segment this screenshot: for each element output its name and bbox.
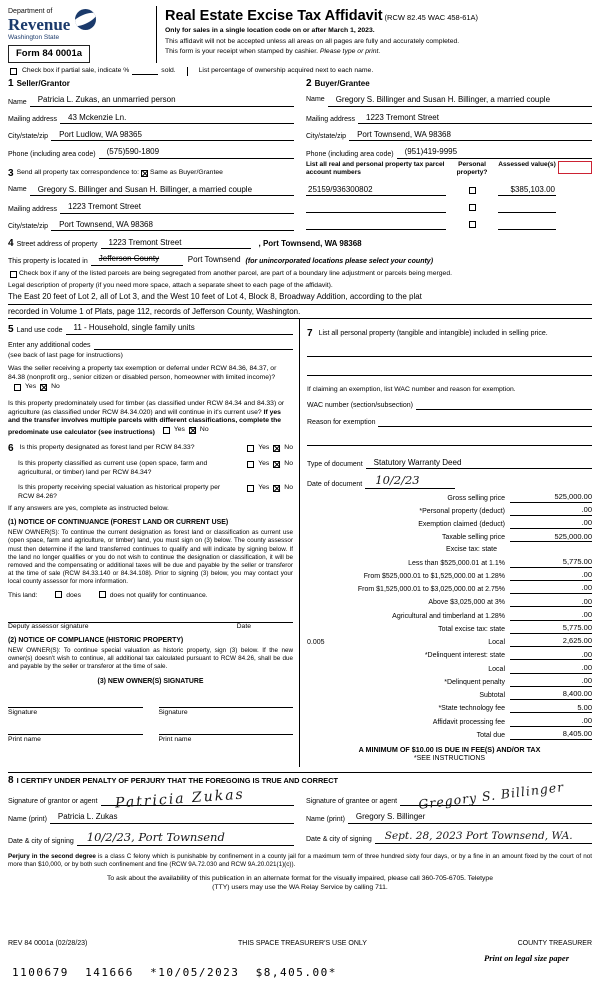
footer-row (8, 939, 592, 948)
segregated-checkbox[interactable] (10, 271, 17, 278)
current-use-yes-checkbox[interactable] (247, 461, 254, 468)
tax-row-label: *Personal property (deduct) (419, 507, 505, 515)
buyer-city-input[interactable]: Port Townsend, WA 98368 (349, 130, 592, 141)
tax-row (307, 703, 592, 714)
grantee-date-field (306, 830, 592, 845)
deputy-date-label: Date (236, 623, 251, 631)
reason-row (307, 417, 592, 427)
personal-property-checkbox[interactable] (469, 204, 476, 211)
seller-city-input[interactable]: Port Ludlow, WA 98365 (51, 130, 294, 141)
personal-property-input-line[interactable] (307, 348, 592, 357)
seller-city-label: City/state/zip (8, 133, 49, 141)
tax-row (307, 610, 592, 621)
parcel-numbers-header: List all real and personal property tax parcel account numbers (306, 160, 445, 177)
deferral-question: Was the seller receiving a property tax exemption or deferral under RCW 84.36, 84.37, or 84.38 (nonprofit org., senior citizen or disabled person, homeowner with limited income)? Yes No (8, 365, 277, 391)
personal-property-header: Personal property? (456, 160, 488, 177)
tax-row (307, 583, 592, 594)
tax-row-value[interactable]: .00 (510, 676, 592, 687)
section3-heading: 3 Send all property tax correspondence to: Same as Buyer/Grantee (8, 167, 223, 179)
tax-row-label: *Delinquent interest: state (424, 652, 505, 660)
legal-description-line1[interactable]: The East 20 feet of Lot 2, all of Lot 3, and the West 10 feet of Lot 4, Block 8, Broadway Addition, according to the plat (8, 290, 592, 304)
new-owner-printname-line[interactable] (159, 726, 294, 735)
grantee-signature-line[interactable] (400, 779, 592, 813)
tax-row-label: Taxable selling price (441, 534, 505, 542)
tax-row-value[interactable]: .00 (510, 583, 592, 594)
partial-sale-label: Check box if partial sale, indicate % (22, 66, 130, 74)
doc-type-row (307, 458, 592, 469)
correspondence-address-input[interactable]: 1223 Tremont Street (60, 202, 294, 213)
located-in-row (8, 254, 592, 265)
tax-row-label: Less than $525,000.01 at 1.1% (408, 559, 505, 567)
parcel-number-input[interactable] (306, 220, 446, 230)
right-half (306, 79, 592, 231)
new-owner-printname-row (8, 726, 293, 745)
tax-row-value[interactable]: 5,775.00 (510, 623, 592, 634)
ownership-percentage-note: List percentage of ownership acquired next to each name. (198, 66, 374, 74)
tax-row-label: Affidavit processing fee (432, 718, 505, 726)
buyer-phone-input[interactable]: (951)419-9995 (397, 147, 592, 158)
street-address-row: 4 Street address of property 1223 Tremont Street , Port Townsend, WA 98368 (8, 238, 362, 250)
street-address-label: Street address of property (16, 241, 98, 249)
deputy-assessor-labels (8, 623, 293, 632)
tax-row-rate: 0.005 (307, 639, 325, 647)
rev-form-number: REV 84 0001a (02/28/23) (8, 939, 88, 947)
accessibility-paragraph: To ask about the availability of this publication in an alternate format for the visually impaired, please call 360-705-6705. Teletype (TTY) users may use the WA Relay Service by calling 711. (106, 875, 493, 891)
forest-yes-checkbox[interactable] (247, 445, 254, 452)
doc-type-label: Type of document (307, 461, 363, 469)
additional-codes-input[interactable] (94, 340, 294, 350)
tax-row (307, 492, 592, 503)
does-label: does (66, 592, 81, 600)
tax-row (307, 716, 592, 727)
new-owner-signature-line[interactable] (8, 699, 143, 708)
land-use-input[interactable]: 11 - Household, single family units (66, 323, 294, 334)
assessed-value-input[interactable] (498, 220, 556, 230)
grantor-signature-script: Patricia Zukas (114, 786, 245, 812)
tax-row-value[interactable]: .00 (510, 610, 592, 621)
tax-row-value[interactable]: 525,000.00 (510, 492, 592, 503)
notice1-title: (1) NOTICE OF CONTINUANCE (FOREST LAND OR CURRENT USE) (8, 519, 229, 527)
seller-name-field (8, 95, 294, 106)
seller-phone-input[interactable]: (575)590-1809 (99, 147, 294, 158)
tax-row-label: Agricultural and timberland at 1.28% (392, 612, 505, 620)
seller-address-input[interactable]: 43 Mckenzie Ln. (60, 113, 294, 124)
new-owner-signature-line[interactable] (159, 699, 294, 708)
seller-address-label: Mailing address (8, 115, 58, 123)
tax-row-label: Exemption claimed (deduct) (418, 521, 505, 529)
grantor-signing-block (8, 788, 294, 845)
county-input[interactable]: Jefferson County (91, 254, 183, 265)
tax-row-value[interactable]: .00 (510, 716, 592, 727)
historic-question: Is this property receiving special valuation as historical property per RCW 84.26? Yes No (18, 483, 293, 500)
street-address-rest: , Port Townsend, WA 98368 (258, 239, 362, 248)
buyer-phone-label: Phone (including area code) (306, 150, 394, 158)
right-column (300, 319, 592, 767)
street-address-input[interactable]: 1223 Tremont Street (101, 238, 251, 249)
grantee-signature-label: Signature of grantee or agent (306, 798, 398, 806)
historic-yes-no: Yes No (245, 484, 293, 493)
tax-row (307, 557, 592, 568)
unincorporated-note: (for unincorporated locations please select your county) (245, 257, 434, 265)
parcel-table-header (306, 161, 592, 178)
grantor-date-input[interactable]: 10/2/23, Port Townsend (77, 830, 294, 846)
tax-row-value[interactable]: .00 (510, 570, 592, 581)
wac-row (307, 400, 592, 410)
wac-number-label: WAC number (section/subsection) (307, 401, 413, 409)
tax-row (307, 532, 592, 543)
tax-row-label: From $1,525,000.01 to $3,025,000.00 at 2.75% (357, 586, 505, 594)
does-checkbox[interactable] (55, 591, 62, 598)
additional-codes-label: Enter any additional codes (8, 341, 91, 349)
current-use-question: Is this property classified as current use (open space, farm and agricultural, or timber) land per RCW 84.34? Yes No (18, 460, 293, 476)
form-number: Form 84 0001a (16, 47, 83, 59)
partial-sale-sold-label: sold. (161, 66, 176, 74)
buyer-address-label: Mailing address (306, 115, 356, 123)
new-owner-signature-row (8, 699, 293, 718)
land-use-row: 5 Land use code 11 - Household, single family units (8, 323, 293, 334)
timber-question: Is this property predominately used for timber (as classified under RCW 84.34 and 84.33) or agriculture (as classified under RCW 84.34.020) and will continue in it's current use? If yes and the transfer involves multiple parcels with different classifications, complete the predominate use calculator (see instructions) Yes No (8, 399, 285, 437)
same-as-buyer-label: Same as Buyer/Grantee (149, 169, 223, 177)
tax-row (307, 663, 592, 674)
cashier-receipt-stamp: 1100679 141666 *10/05/2023 $8,405.00* (12, 965, 337, 979)
revenue-wordmark: Revenue (8, 15, 71, 35)
tax-row-label: Total due (476, 731, 505, 739)
segregated-note: Check box if any of the listed parcels are being segregated from another parcel, are part of a boundary line adjustment or parcels being merged. (19, 269, 452, 277)
notice1-body: NEW OWNER(S): To continue the current designation as forest land or classification as current use (open space, farm and agriculture, or timber) land, you must sign on (3) below. The county assessor must then determine if the land transferred continues to qualify and will indicate by signing below. If the land no longer qualifies or you do not wish to continue the designation or classification, it will be removed and the compensating or additional taxes will be due and payable by the seller or transferor at the time of sale (RCW 84.33.140 or 84.34.108). Prior to signing (3) below, you may contact your local county assessor for more information. (8, 529, 293, 586)
see-back-note: (see back of last page for instructions) (8, 351, 123, 359)
tax-row (307, 650, 592, 661)
parcel-number-input[interactable] (306, 203, 446, 213)
correspondence-name-field (8, 185, 294, 196)
land-qualify-row (8, 591, 293, 601)
grantor-date-field (8, 830, 294, 846)
seller-address-field (8, 113, 294, 124)
grantee-signing-block (306, 779, 592, 845)
buyer-name-input[interactable]: Gregory S. Billinger and Susan H. Billinger, a married couple (328, 95, 592, 106)
deputy-assessor-signature-line[interactable] (8, 614, 293, 623)
tax-row-value[interactable]: 2,625.00 (510, 636, 592, 647)
partial-sale-percent-input[interactable] (132, 67, 158, 75)
buyer-address-input[interactable]: 1223 Tremont Street (358, 113, 592, 124)
print-name-label: Print name (158, 736, 192, 744)
notice3-title: (3) NEW OWNER(S) SIGNATURE (97, 677, 204, 685)
form-header (8, 6, 592, 63)
dor-logo-block (8, 6, 148, 63)
tax-row (307, 518, 592, 529)
signature-label: Signature (8, 709, 38, 717)
located-city-value: Port Townsend (187, 255, 241, 265)
correspondence-city-field (8, 220, 294, 231)
left-half (8, 79, 294, 231)
tax-row-value[interactable]: 525,000.00 (510, 532, 592, 543)
see-instructions-note: *SEE INSTRUCTIONS (413, 755, 486, 763)
perjury-paragraph: Perjury in the second degree is a class C felony which is punishable by confinement in a county jail for a maximum term of three hundred sixty four days, or by a fine in an amount fixed by the court of not more than $10,000, or by both such confinement and fine (RCW 9A.72.030 and RCW 9A.20.021(1)(c)). (8, 852, 592, 868)
does-not-checkbox[interactable] (99, 591, 106, 598)
grantee-date-label: Date & city of signing (306, 836, 372, 844)
washington-state-label: Washington State (8, 34, 60, 42)
grantor-signature-field (8, 786, 294, 812)
grantee-date-input[interactable]: Sept. 28, 2023 Port Townsend, WA. (375, 830, 592, 845)
tax-row-label: Total excise tax: state (438, 625, 505, 633)
partial-sale-checkbox[interactable] (10, 68, 17, 75)
tax-row-value[interactable]: 5.00 (510, 703, 592, 714)
tax-row-label: Gross selling price (447, 494, 505, 502)
grantee-signature-field (306, 779, 592, 813)
deferral-yes-no: Yes No (12, 383, 60, 392)
tax-row-value[interactable]: .00 (510, 663, 592, 674)
correspondence-city-input[interactable]: Port Townsend, WA 98368 (51, 220, 294, 231)
seller-name-input[interactable]: Patricia L. Zukas, an unmarried person (30, 95, 294, 106)
county-treasurer-label: COUNTY TREASURER (517, 939, 592, 947)
form-number-box (8, 45, 90, 63)
grantor-printname-field (8, 812, 294, 823)
grantor-printname-label: Name (print) (8, 815, 47, 823)
grantor-printname-input[interactable]: Patricia L. Zukas (50, 812, 294, 823)
correspondence-address-field (8, 202, 294, 213)
section2-heading: 2 Buyer/Grantee (306, 77, 370, 89)
header-note-3: This form is your receipt when stamped by cashier. Please type or print. (165, 48, 381, 55)
grantor-signature-line[interactable] (101, 786, 294, 812)
buyer-phone-field (306, 147, 592, 158)
signature-label: Signature (158, 709, 188, 717)
left-column (8, 319, 300, 767)
partial-sale-row (8, 67, 592, 76)
wac-number-input[interactable] (416, 400, 592, 410)
grantor-signature-label: Signature of grantor or agent (8, 798, 98, 806)
header-note-2: This affidavit will not be accepted unless all areas on all pages are fully and accurately completed. (165, 37, 460, 45)
this-land-label: This land: (8, 592, 38, 600)
buyer-name-field (306, 95, 592, 106)
forest-no-checkbox[interactable] (273, 445, 280, 452)
tax-row-label: Subtotal (479, 692, 505, 700)
legal-size-note: Print on legal size paper (484, 952, 570, 963)
forest-land-question: 6 Is this property designated as forest land per RCW 84.33? Yes No (8, 443, 293, 455)
tax-row (307, 729, 592, 740)
dept-of-label: Department of (8, 8, 53, 15)
deputy-assessor-label: Deputy assessor signature (8, 623, 89, 631)
certify-statement-row: 8 I CERTIFY UNDER PENALTY OF PERJURY THAT THE FOREGOING IS TRUE AND CORRECT (8, 775, 339, 787)
correspondence-address-label: Mailing address (8, 205, 58, 213)
personal-property-checkbox[interactable] (469, 221, 476, 228)
title-block (165, 6, 592, 63)
timber-no-checkbox[interactable] (189, 427, 196, 434)
tax-row-label: Local (488, 639, 505, 647)
tax-row-value[interactable]: .00 (510, 518, 592, 529)
tax-row (307, 676, 592, 687)
tax-row (307, 597, 592, 608)
treasurer-use-label: THIS SPACE TREASURER'S USE ONLY (238, 939, 367, 947)
header-divider (156, 6, 157, 63)
assessed-value-input[interactable]: $385,103.00 (498, 185, 556, 196)
tax-row-label: From $525,000.01 to $1,525,000.00 at 1.28% (363, 572, 505, 580)
tax-row (307, 570, 592, 581)
tax-row (307, 505, 592, 516)
partial-row-divider (187, 67, 188, 76)
rcw-reference: (RCW 82.45 WAC 458-61A) (384, 13, 479, 22)
legal-description-line2[interactable]: recorded in Volume 1 of Plats, page 112, records of Jefferson County, Washington. (8, 305, 592, 319)
tax-row-value[interactable]: 5,775.00 (510, 557, 592, 568)
deferral-no-checkbox[interactable] (40, 384, 47, 391)
grantee-printname-field (306, 812, 592, 823)
treasurer-stamp-box (558, 161, 592, 174)
tax-row-value[interactable]: .00 (510, 597, 592, 608)
minimum-due-note: A MINIMUM OF $10.00 IS DUE IN FEE(S) AND/OR TAX (358, 744, 541, 754)
middle-columns (8, 319, 592, 767)
tax-row-label: Local (488, 665, 505, 673)
tax-rows-main (307, 557, 592, 740)
grantor-date-label: Date & city of signing (8, 837, 74, 845)
correspondence-label: Send all property tax correspondence to: (16, 169, 139, 177)
seller-phone-field (8, 147, 294, 158)
section4 (8, 238, 592, 319)
seller-name-label: Name (8, 98, 27, 106)
notice2-title: (2) NOTICE OF COMPLIANCE (HISTORIC PROPERTY) (8, 637, 184, 645)
tax-row-value[interactable]: .00 (510, 505, 592, 516)
tax-row (307, 689, 592, 700)
excise-tax-state-header: Excise tax: state (446, 546, 497, 554)
parcel-row (306, 203, 592, 213)
timber-yes-no: Yes No (161, 426, 209, 435)
timber-yes-checkbox[interactable] (163, 427, 170, 434)
correspondence-name-input[interactable]: Gregory S. Billinger and Susan H. Billinger, a married couple (30, 185, 294, 196)
section8 (8, 772, 592, 845)
header-note-1: Only for sales in a single location code on or after March 1, 2023. (165, 27, 375, 35)
same-as-buyer-checkbox[interactable] (141, 170, 148, 177)
any-yes-note: If any answers are yes, complete as instructed below. (8, 505, 169, 513)
segregated-row (8, 270, 592, 279)
forest-yes-no: Yes No (245, 444, 293, 453)
legal-description-label: Legal description of property (if you need more space, attach a separate sheet to each page of the affidavit). (8, 281, 333, 289)
correspondence-name-label: Name (8, 185, 27, 193)
doc-date-label: Date of document (307, 481, 363, 489)
seller-phone-label: Phone (including area code) (8, 150, 96, 158)
tax-row-label: Above $3,025,000 at 3% (428, 599, 505, 607)
doc-date-row (307, 473, 592, 489)
personal-property-heading: 7 List all personal property (tangible and intangible) included in selling price. (307, 328, 548, 340)
print-name-label: Print name (8, 736, 41, 744)
personal-property-input-line[interactable] (307, 367, 592, 376)
tax-row-value[interactable]: .00 (510, 650, 592, 661)
revenue-logo-icon (75, 9, 96, 30)
does-not-label: does not qualify for continuance. (109, 592, 208, 600)
parcel-number-input[interactable]: 25159/936300802 (306, 185, 446, 196)
grantee-signature-script: Gregory S. Billinger (417, 779, 565, 813)
tax-row-value[interactable]: 8,405.00 (510, 729, 592, 740)
additional-codes-row (8, 340, 293, 350)
deferral-yes-checkbox[interactable] (14, 384, 21, 391)
reason-exemption-label: Reason for exemption (307, 418, 376, 426)
current-use-yes-no: Yes No (245, 460, 293, 469)
section1-heading: 1 Seller/Grantor (8, 77, 70, 89)
exemption-note: If claiming an exemption, list WAC number and reason for exemption. (307, 386, 516, 394)
tax-row-label: *State technology fee (438, 705, 505, 713)
doc-type-input[interactable]: Statutory Warranty Deed (366, 458, 592, 469)
page-title: Real Estate Excise Tax Affidavit (165, 8, 383, 24)
assessed-value-header: Assessed value(s) (498, 160, 556, 168)
tax-row-value[interactable]: 8,400.00 (510, 689, 592, 700)
reason-extra-line[interactable] (307, 437, 592, 446)
correspondence-city-label: City/state/zip (8, 222, 49, 230)
notice2-body: NEW OWNER(S): To continue special valuation as historic property, sign (3) below. If the new owner(s) doesn't wish to continue, all additional tax calculated pursuant to RCW 84.26, shall be due and payable by the seller or transferor at the time of sale. (8, 646, 293, 671)
certify-statement: I CERTIFY UNDER PENALTY OF PERJURY THAT THE FOREGOING IS TRUE AND CORRECT (16, 776, 339, 786)
grantee-printname-label: Name (print) (306, 815, 345, 823)
tax-row (307, 623, 592, 634)
land-use-label: Land use code (16, 326, 63, 334)
new-owner-printname-line[interactable] (8, 726, 143, 735)
personal-property-checkbox[interactable] (469, 187, 476, 194)
parcel-row (306, 220, 592, 230)
historic-no-checkbox[interactable] (273, 485, 280, 492)
buyer-city-label: City/state/zip (306, 133, 347, 141)
buyer-name-label: Name (306, 96, 325, 104)
doc-date-input[interactable]: 10/2/23 (365, 473, 455, 489)
parcel-row (306, 185, 592, 196)
buyer-city-field (306, 130, 592, 141)
tax-rows-top (307, 492, 592, 543)
located-in-label: This property is located in (8, 257, 88, 265)
historic-yes-checkbox[interactable] (247, 485, 254, 492)
seller-city-field (8, 130, 294, 141)
current-use-no-checkbox[interactable] (273, 461, 280, 468)
grantee-printname-input[interactable]: Gregory S. Billinger (348, 812, 592, 823)
tax-row (307, 636, 592, 647)
tax-row-label: *Delinquent penalty (444, 678, 505, 686)
reason-exemption-input[interactable] (378, 417, 592, 427)
assessed-value-input[interactable] (498, 203, 556, 213)
buyer-address-field (306, 113, 592, 124)
